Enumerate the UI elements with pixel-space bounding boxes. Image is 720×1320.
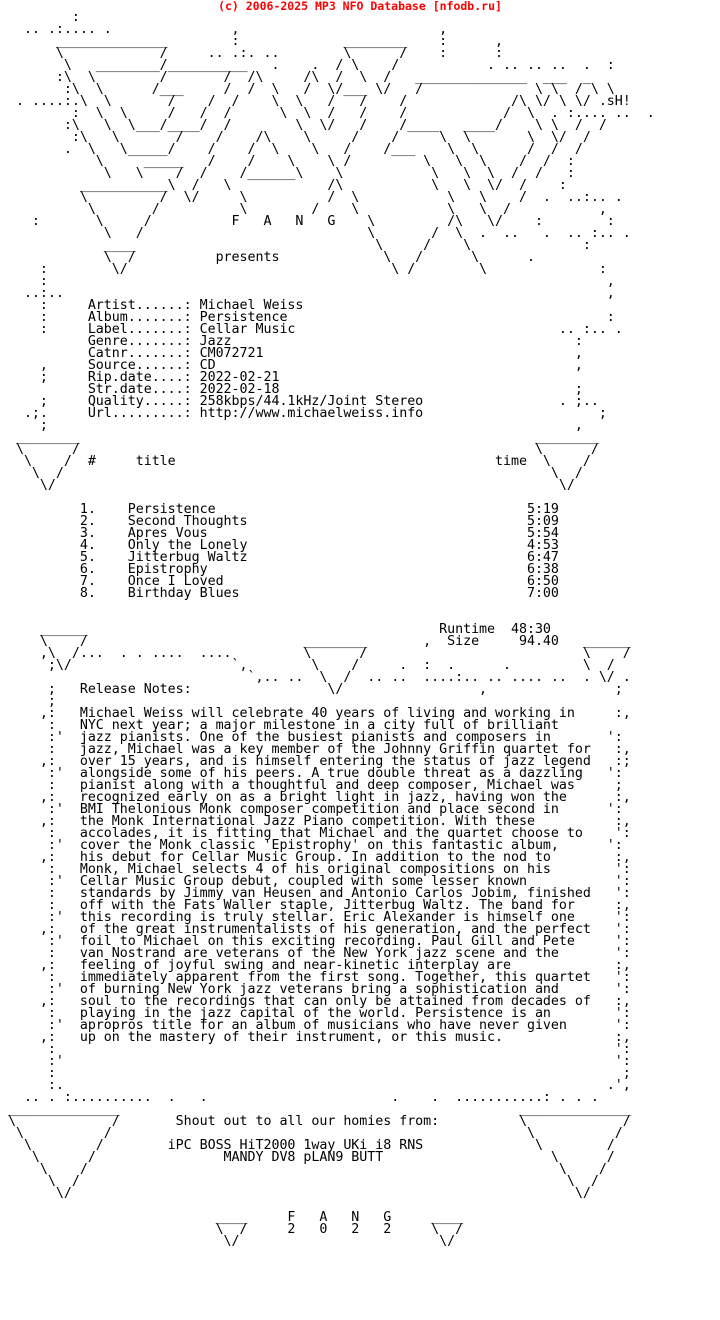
nfo-line: :' cover the Monk classic 'Epistrophy' on this fantastic album, ': [0, 838, 623, 853]
nfo-line: .. . :.......... . . . . ...........: . . . [0, 1090, 607, 1105]
nfo-line: :\ \ / / /\ \ / / \ \ \ \/ / [0, 130, 631, 145]
nfo-line: \ / 2 0 2 2 \ / [0, 1222, 639, 1237]
nfo-line: 7. Once I Loved 6:50 [0, 574, 631, 589]
nfo-line: 5. Jitterbug Waltz 6:47 [0, 550, 631, 565]
nfo-line: ,: of the great instrumentalists of his generation, and the perfect ': [0, 922, 631, 937]
nfo-line: \ / ________ , Size 94.40 ______ [0, 634, 631, 649]
nfo-line: \ / .. .:. .. \ / : : [0, 46, 575, 61]
nfo-line: \ / \ / [0, 466, 615, 481]
nfo-line: 2. Second Thoughts 5:09 [0, 514, 631, 529]
nfo-line: : \/ \ / \ : [0, 262, 623, 277]
nfo-line: \ / presents \ / \ . [0, 250, 623, 265]
nfo-line: \ _____ / / \ \ / \ \ \ / / : [0, 154, 631, 169]
nfo-line: ___________\ / \ /\ \ \ \/ / : [0, 178, 623, 193]
nfo-line: \ / \/ \ / \ \ \ / . ..:.. . [0, 190, 647, 205]
nfo-line: ,: Michael Weiss will celebrate 40 years of living and working in :, [0, 706, 631, 721]
nfo-line: : playing in the jazz capital of the world. Persistence is an ': [0, 1006, 631, 1021]
nfo-line: \ ________/__________ . . / \ / . .. .. .. . : [0, 58, 631, 73]
nfo-line: 4. Only the Lonely 4:53 [0, 538, 631, 553]
nfo-line: :' of burning New York jazz veterans bring a sophistication and ': [0, 982, 631, 997]
nfo-line: \ / iPC BOSS HiT2000 1way UKi i8 RNS \ / [0, 1138, 639, 1153]
nfo-line: : ': [0, 1042, 631, 1057]
nfo-line: : NYC next year; a major milestone in a city full of brilliant [0, 718, 623, 733]
nfo-line: : jazz, Michael was a key member of the Johnny Griffin quartet for :, [0, 742, 631, 757]
nfo-line: ; Quality.....: 258kbps/44.1kHz/Joint Stereo . ;.. [0, 394, 615, 409]
nfo-line: :. .', [0, 1078, 631, 1093]
nfo-line: \ / \ / \ . .. . .. :.. . [0, 226, 631, 241]
nfo-line: , Source......: CD , [0, 358, 623, 373]
nfo-line: :' Cellar Music Group debut, coupled with some lesser known ': [0, 874, 631, 889]
nfo-line: ______________ : ________ : , [0, 34, 575, 49]
nfo-line: : [0, 12, 575, 25]
nfo-line: ..:.. , [0, 286, 631, 301]
nfodb-credit-header: (c) 2006-2025 MP3 NFO Database [nfodb.ru] [218, 0, 502, 13]
nfo-line: .;. Url.........: http://www.michaelweiss.info ; [0, 406, 623, 421]
nfo-line: 3. Apres Vous 5:54 [0, 526, 631, 541]
nfo-line: : Label.......: Cellar Music .. :.. . [0, 322, 623, 337]
nfo-line: : pianist along with a thoughtful and deep composer, Michael was ; [0, 778, 623, 793]
nfo-line: :\ \ / / /\ /\ / \ / ______________ ___ _ [0, 70, 607, 85]
nfo-line: 6. Epistrophy 6:38 [0, 562, 631, 577]
nfo-line: \ / \ / [0, 1174, 647, 1189]
nfo-line: Catnr.......: CM072721 , [0, 346, 623, 361]
nfo-line: : Monk, Michael selects 4 of his original compositions on his ': [0, 862, 631, 877]
nfo-line: ,: soul to the recordings that can only be attained from decades of :, [0, 994, 631, 1009]
nfo-line: \ / \ / [0, 1126, 639, 1141]
nfo-line: ____ \ / \ : [0, 238, 623, 253]
nfo-line: :' this recording is truly stellar. Eric Alexander is himself one ': [0, 910, 631, 925]
nfo-line: Genre.......: Jazz : [0, 334, 623, 349]
nfo-line: Str.date....: 2022-02-18 ; [0, 382, 615, 397]
nfo-line: ,: recognized early on as a bright light in jazz, having won the :, [0, 790, 631, 805]
nfo-line: : Album.......: Persistence : [0, 310, 631, 325]
nfo-line: 1. Persistence 5:19 [0, 502, 631, 517]
nfo-line: ________ ________ [0, 430, 615, 445]
nfo-line: ,: his debut for Cellar Music Group. In addition to the nod to :, [0, 850, 631, 865]
nfo-line: \/ \/ [0, 1186, 647, 1201]
nfo-line: \ / \ / \ \ \ / , [0, 202, 623, 217]
nfo-line: : ; [0, 1066, 631, 1081]
nfo-line: \/ \/ [0, 478, 615, 493]
nfo-line: :' ': [0, 1054, 631, 1069]
nfo-line: : , [0, 274, 631, 289]
nfo-line: : accolades, it is fitting that Michael and the quartet choose to ': [0, 826, 631, 841]
nfo-line: :' apropros title for an album of musicians who have never given ': [0, 1018, 631, 1033]
nfo-line: . ....:.\ \ / / / \ \ / / / /\ \/ \ \/ .sH! [0, 94, 631, 109]
nfo-line: : \ / F A N G \ /\ \/ : : [0, 214, 631, 229]
nfo-line: . \ \_____/ / / \ \ / /___ \ \ / / / [0, 142, 631, 157]
nfo-line: :' jazz pianists. One of the busiest pianists and composers in ': [0, 730, 623, 745]
nfo-line: : standards by Jimmy van Heusen and Antonio Carlos Jobim, finished ': [0, 886, 631, 901]
nfo-line: \ / MANDY DV8 pLAN9 BUTT \ / [0, 1150, 647, 1165]
nfo-line: : immediately apparent from the first song. Together, this quartet ': [0, 970, 631, 985]
nfo-line: :\ \ /___ / / \ / \/___ \/ / \ \ / \ \ [0, 82, 631, 97]
nfo-line: ,: over 15 years, and is himself entering the status of jazz legend :; [0, 754, 631, 769]
nfo-line: \/ \/ [0, 1234, 639, 1248]
nfo-line: ____ F A N G ____ [0, 1210, 639, 1225]
nfo-line: ; [0, 694, 631, 709]
nfo-line: .. .:.... . , , [0, 22, 575, 37]
nfo-line: `,.. .. \ / .. .. ....:.. .. .... .. . \/ . [0, 670, 631, 685]
nfo-ascii-document [0, 12, 720, 1248]
nfo-line: ,: the Monk International Jazz Piano competition. With these :, [0, 814, 631, 829]
nfo-line: \ / \ / [0, 1162, 647, 1177]
nfo-line: \ / \ / [0, 442, 615, 457]
nfo-line: :' BMI Thelonious Monk composer competition and place second in ': [0, 802, 623, 817]
nfo-line: : Artist......: Michael Weiss [0, 298, 631, 313]
nfo-line: ,: up on the mastery of their instrument, or this music. :, [0, 1030, 631, 1045]
nfo-line: ,: feeling of joyful swing and near-kinetic interplay are :, [0, 958, 631, 973]
nfo-line: : \ \ / / / \ \ / / / / \ . :.... .. . [0, 106, 655, 121]
nfo-line: : van Nostrand are veterans of the New York jazz scene and the ': [0, 946, 631, 961]
nfo-line: ______________ ______________ [0, 1102, 631, 1117]
nfo-line: : off with the Fats Waller staple, Jitterbug Waltz. The band for :, [0, 898, 631, 913]
nfo-line: 8. Birthday Blues 7:00 [0, 586, 631, 601]
nfo-line: ______ Runtime 48:30 [0, 622, 631, 637]
nfo-line: ; Release Notes: \/ , ; [0, 682, 623, 697]
nfo-line: ,\ /... . . .... .... \ / \ / [0, 646, 631, 661]
nfo-line: \ / Shout out to all our homies from: \ / [0, 1114, 639, 1129]
nfo-line: ; Rip.date....: 2022-02-21 [0, 370, 607, 385]
nfo-line: :\ \ \___/____/ / \ \/ / /____ ____/ \ \ / / [0, 118, 639, 133]
nfo-line: ;\/ `, \ / . : . . \ / [0, 658, 623, 673]
nfo-line: :' foil to Michael on this exciting recording. Paul Gill and Pete ': [0, 934, 631, 949]
nfo-line: \ \ / / /______\ \ \ \ \ / / : [0, 166, 631, 181]
nfo-line: ; , [0, 418, 607, 433]
nfo-line: :' alongside some of his peers. A true double threat as a dazzling ': [0, 766, 623, 781]
nfo-line: \ / # title time \ / [0, 454, 615, 469]
